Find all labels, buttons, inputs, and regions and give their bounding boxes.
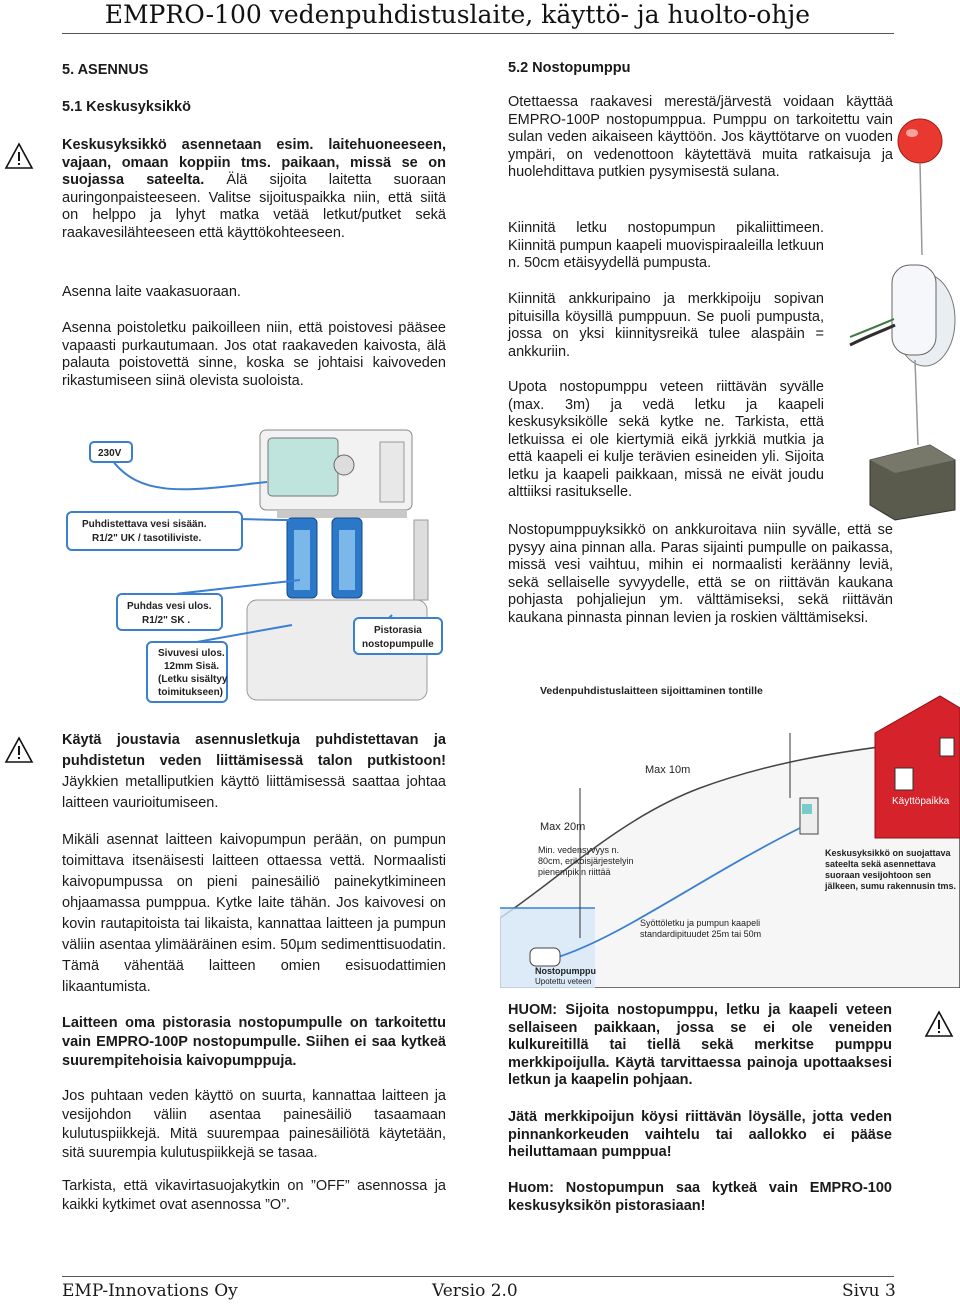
label-max-10m: Max 10m [645,764,691,776]
label-drain-2: 12mm Sisä. [164,661,220,672]
paragraph-pressure-tank: Jos puhtaan veden käyttö on suurta, kannattaa laitteen ja vesijohdon väliin asentaa painesäiliö tasaamaan kulutuspiikkejä. Mitä suurempaa painesäiliötä käytetään, sitä suurempia kulutuspiikkejä se tasaa. [62,1088,446,1161]
footer-version: Versio 2.0 [432,1281,518,1301]
paragraph-huom-placement: HUOM: Sijoita nostopumppu, letku ja kaapeli veteen sellaiseen paikkaan, jossa se ei ole veneiden kulkureitillä tai tiellä sekä merkitse pumppu merkkipoijulla. Käytä tarvittaessa painoja upottaaksesi letkun ja kaapelin pohjaan. [508,1002,892,1088]
footer-page-number: Sivu 3 [842,1281,896,1301]
label-outlet-2: R1/2" SK . [142,615,191,626]
paragraph-hoses [62,730,446,814]
site-placement-diagram [500,678,960,988]
warning-icon [924,1010,954,1038]
intake-text: Otettaessa raakavesi merestä/järvestä voidaan käyttää EMPRO-100P nostopumppua. Pumppu on tarkoitettu vain sulan veden aikaiseen käyttöön. Jos käyttötarve on vuoden ympäri, on vedenottoon käytettävä muita ratkaisuja ja huolehdittava putkien pysymisestä sulana. [508,94,893,180]
label-power: 230V [98,448,122,459]
label-inlet-1: Puhdistettava vesi sisään. [82,519,207,530]
placement-bold: Keskusyksikkö asennetaan esim. laitehuoneeseen, vajaan, omaan koppiin tms. paikaan, missä se on suojassa sateelta. [62,137,446,188]
paragraph-anchoring-depth: Nostopumppuyksikkö on ankkuroitava niin syvälle, että se pysyy aina pinnan alla. Paras sijainti pumpulle on paikassa, missä vesi vaihtuu, mihin ei normaalisti keräänny leviä, sekä sellaiselle syvyydelle, että se on riittävän kaukana pohjasta pohjaliejun ym. välttämiseksi, sekä riittävän kaukana pinnasta pinnan levien ja roskien välttämiseksi. [508,522,893,626]
hoses-bold: Käytä joustavia asennusletkuja puhdistettavan ja puhdistetun veden liittämisessä talon putkistoon! [62,732,446,769]
hoses-text: Jäykkien metalliputkien käyttö liittämisessä saattaa johtaa laitteen vaurioitumiseen. [62,774,446,811]
placement-text: Älä sijoita laitetta suoraan auringonpaisteeseen. Valitse sijoituspaikka niin, että siitä on helppo ja lyhyt matka vetää letkut/putket sekä raakavesilähteeseen että käyttökohteeseen. [62,172,446,241]
label-drain-1: Sivuvesi ulos. [158,648,225,659]
paragraph-anchor: Kiinnitä ankkuripaino ja merkkipoiju sopivan pituisilla köysillä pumppuun. Se puoli pumpusta, jossa on yksi kiinnitysreikä tulee alaspäin = ankkuriin. [508,291,824,360]
label-socket-1: Pistorasia [374,625,422,636]
subsection-title-nostopumppu: 5.2 Nostopumppu [508,60,631,76]
label-unit-3: suoraan vesijohtoon sen [825,870,932,880]
header-divider [62,33,894,34]
device-connections-figure [62,420,452,710]
paragraph-buoy-rope: Jätä merkkipoijun köysi riittävän löysälle, jotta veden pinnankorkeuden vaihtelu tai aallokko ei pääse heiluttamaan pumppua! [508,1109,892,1160]
label-pump-2: Upotettu veteen [535,977,592,986]
paragraph-socket-note: Laitteen oma pistorasia nostopumpulle on tarkoitettu vain EMPRO-100P nostopumpulle. Siihen ei saa kytkeä suurempitehoisia kaivopumppuja. [62,1015,446,1069]
footer-company: EMP-Innovations Oy [62,1281,238,1301]
label-depth-1: Min. vedensyvyys n. [538,845,620,855]
document-title: EMPRO-100 vedenpuhdistuslaite, käyttö- ja huolto-ohje [104,0,810,29]
label-depth-3: pienempikin riittää [538,867,611,877]
label-depth-2: 80cm, erikoisjärjestelyin [538,856,634,866]
label-socket-2: nostopumpulle [362,639,434,650]
label-unit-4: jälkeen, sumu rakennusin tms. [825,881,957,891]
warning-icon [4,736,34,764]
paragraph-drain: Asenna poistoletku paikoilleen niin, että poistovesi pääsee vapaasti purkautumaan. Jos otat raakaveden kaivosta, älä palauta poistovettä sinne, koska se johtaisi kaivoveden rikastumiseen siinä olevista suoloista. [62,320,446,389]
paragraph-submerge: Upota nostopumppu veteen riittävän syvälle (max. 3m) ja vedä letku ja kaapeli keskusyksikölle sekä kytke ne. Tarkista, että letkuissa ei ole kiertymiä eikä jyrkkiä mutkia ja että kaapeli ei kulje terävien esineiden yli. Sijoita letku ja kaapeli paikkaan, missä ne eivät joudu alttiiksi rasitukselle. [508,379,824,500]
paragraph-huom-socket: Huom: Nostopumpun saa kytkeä vain EMPRO-100 keskusyksikön pistorasiaan! [508,1180,892,1214]
paragraph-well-pump: Mikäli asennat laitteen kaivopumpun perään, on pumpun toimittava itsenäisesti laitteen ottaessa vettä. Normaalisti kaivopumpussa on pieni painesäiliö painekytkimineen ohjaamassa pumppua. Kytke laite tähän. Jos kaivovesi on kovin rautapitoista tai likaista, kannattaa laitteen ja pumpun väliin asentaa ylimääräinen esim. 50µm sedimenttisuodatin. Tämä vähentää laitteen omien esisuodattimien likaantumista. [62,832,446,995]
diagram-title: Vedenpuhdistuslaitteen sijoittaminen tontille [540,685,763,697]
label-unit-1: Keskusyksikkö on suojattava [825,848,951,858]
paragraph-hose-cable: Kiinnitä letku nostopumpun pikaliittimeen. Kiinnitä pumpun kaapeli muovispiraaleilla letkuun n. 50cm etäisyydellä pumpusta. [508,220,824,271]
footer-divider [62,1276,894,1277]
warning-icon [4,142,34,170]
paragraph-placement [62,137,446,242]
section-title: 5. ASENNUS [62,62,149,78]
page-header [0,0,960,33]
label-feed-2: standardipituudet 25m tai 50m [640,929,762,939]
paragraph-rcd-check: Tarkista, että vikavirtasuojakytkin on ”OFF” asennossa ja kaikki kytkimet ovat asennossa ”O”. [62,1178,446,1213]
label-drain-4: toimitukseen) [158,687,224,698]
label-unit-2: sateelta sekä asennettava [825,859,936,869]
label-max-20m: Max 20m [540,821,586,833]
label-pump-1: Nostopumppu [535,966,596,976]
label-feed-1: Syöttöletku ja pumpun kaapeli [640,918,761,928]
subsection-title-keskusyksikko: 5.1 Keskusyksikkö [62,99,191,115]
label-drain-3: (Letku sisältyy [158,674,228,685]
label-outlet-1: Puhdas vesi ulos. [127,601,212,612]
paragraph-level: Asenna laite vaakasuoraan. [62,284,241,300]
label-inlet-2: R1/2" UK / tasotiliviste. [92,533,202,544]
label-use-place: Käyttöpaikka [892,796,950,807]
buoy-pump-illustration [830,115,960,525]
